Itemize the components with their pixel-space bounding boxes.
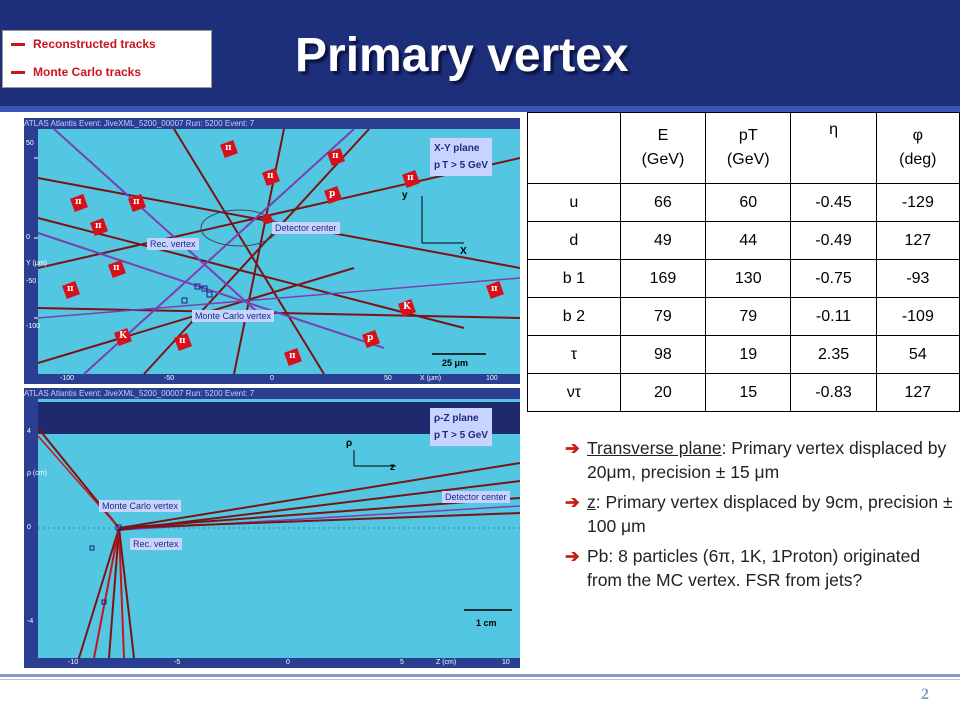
particle-tag-label: π — [407, 173, 414, 183]
bullet-item — [565, 436, 955, 484]
particle-tag-label: π — [289, 351, 296, 361]
bullet-item — [565, 544, 955, 592]
table-row-label: b 2 — [528, 298, 621, 336]
table-row — [528, 336, 960, 374]
table-row-label: d — [528, 222, 621, 260]
rz-axis-rho-name: ρ — [346, 438, 353, 449]
rz-plane-label: ρ-Z plane — [434, 413, 479, 424]
particle-tag-label: π — [179, 336, 186, 346]
rz-xtick: -5 — [174, 659, 181, 666]
legend-monte-carlo-label: Monte Carlo tracks — [33, 65, 142, 79]
table-cell: -109 — [876, 298, 959, 336]
header-pt-unit: (GeV) — [726, 151, 770, 168]
table-body — [528, 184, 960, 412]
xy-xtick: 0 — [270, 375, 274, 382]
particle-tag-label: p — [329, 189, 336, 199]
mc-track — [38, 428, 119, 528]
table-cell: 79 — [706, 298, 791, 336]
rz-mc-vertex-label: Monte Carlo vertex — [99, 500, 181, 512]
particle-tag-label: K — [119, 331, 127, 341]
particle-tag-label: π — [267, 171, 274, 181]
xy-xtick: -50 — [164, 375, 175, 382]
table-header-cell — [876, 113, 959, 184]
particle-tag-label: π — [67, 284, 74, 294]
xy-xtick: 50 — [384, 375, 392, 382]
particle-tag-label: π — [113, 263, 120, 273]
rz-plane-info — [430, 408, 492, 446]
table-cell: 19 — [706, 336, 791, 374]
rz-y-axis-strip — [24, 399, 38, 668]
table-cell: 49 — [620, 222, 705, 260]
xy-ytick: 50 — [26, 140, 34, 147]
table-cell: 44 — [706, 222, 791, 260]
rz-ytick: -4 — [27, 618, 34, 625]
legend-monte-carlo — [11, 65, 141, 79]
bullet-text: : Primary vertex displaced by 9cm, precision ± 100 μm — [587, 492, 953, 536]
mc-track — [119, 513, 520, 528]
table-cell: 66 — [620, 184, 705, 222]
table-cell: 79 — [620, 298, 705, 336]
rz-rec-vertex-label: Rec. vertex — [130, 538, 182, 550]
kinematics-table — [527, 112, 960, 412]
table-cell: 98 — [620, 336, 705, 374]
mc-track — [174, 129, 324, 374]
header-energy-unit: (GeV) — [641, 151, 685, 168]
table-row-label: b 1 — [528, 260, 621, 298]
rz-ytick: 0 — [27, 524, 31, 531]
xy-ytick: -50 — [26, 278, 37, 285]
footer-rule — [0, 674, 960, 677]
rz-xtick: 10 — [502, 659, 510, 666]
table-cell: 60 — [706, 184, 791, 222]
table-cell: -0.83 — [791, 374, 876, 412]
arrow-right-icon: ➔ — [565, 438, 580, 458]
rz-xtick: 5 — [400, 659, 404, 666]
table-cell: 130 — [706, 260, 791, 298]
particle-tag-label: π — [225, 143, 232, 153]
rec-track — [38, 233, 384, 348]
table-cell: 169 — [620, 260, 705, 298]
legend-reconstructed-label: Reconstructed tracks — [33, 37, 156, 51]
particle-tag-label: K — [403, 302, 411, 312]
rz-scale-label: 1 cm — [476, 618, 497, 628]
table-cell: 127 — [876, 222, 959, 260]
bullet-text: : Primary vertex displaced by 20μm, precision ± 15 μm — [587, 438, 947, 482]
xy-axis-x-name: X — [460, 246, 467, 257]
particle-tag-label: π — [133, 197, 140, 207]
rz-plane-plot — [24, 388, 520, 668]
bullet-list — [565, 436, 955, 598]
monte-carlo-swatch — [11, 71, 25, 74]
xy-scale-label: 25 μm — [442, 358, 469, 368]
mc-track — [234, 129, 284, 374]
rz-yaxis-title: ρ (cm) — [27, 470, 47, 477]
xy-plane-plot — [24, 118, 520, 384]
rz-axis-z-name: z — [390, 462, 395, 473]
rz-ytick: 4 — [27, 428, 31, 435]
xy-axis-y-name: y — [402, 190, 408, 201]
xy-plot-header: ATLAS Atlantis Event: JiveXML_5200_00007 Run: 5200 Event: 7 — [24, 118, 520, 129]
table-cell: 15 — [706, 374, 791, 412]
rz-detector-center-label: Detector center — [442, 491, 510, 503]
table-header-cell — [620, 113, 705, 184]
xy-plane-label: X-Y plane — [434, 143, 480, 154]
slide-title: Primary vertex — [295, 29, 629, 82]
table-cell: 127 — [876, 374, 959, 412]
header-phi: φ — [912, 127, 924, 144]
table-cell: -0.45 — [791, 184, 876, 222]
rz-xtick: 0 — [286, 659, 290, 666]
particle-tag-label: π — [95, 221, 102, 231]
table-cell: 2.35 — [791, 336, 876, 374]
page-number: 2 — [921, 686, 929, 703]
table-row — [528, 374, 960, 412]
table-cell: -0.75 — [791, 260, 876, 298]
header-phi-unit: (deg) — [899, 151, 937, 168]
xy-y-axis-strip — [24, 129, 41, 384]
vertex-marker — [207, 292, 212, 297]
xy-xtick: 100 — [486, 375, 498, 382]
xy-ytick: -100 — [26, 323, 41, 330]
track-legend — [2, 30, 212, 88]
table-row — [528, 260, 960, 298]
arrow-right-icon: ➔ — [565, 546, 580, 566]
header-eta: η — [829, 121, 838, 138]
table-row — [528, 298, 960, 336]
table-cell: -0.49 — [791, 222, 876, 260]
table-row — [528, 222, 960, 260]
bullet-item — [565, 490, 955, 538]
table-row-label: ντ — [528, 374, 621, 412]
xy-yaxis-title: Y (μm) — [26, 260, 48, 267]
table-cell: -129 — [876, 184, 959, 222]
arrow-right-icon: ➔ — [565, 492, 580, 512]
xy-ytick: 0 — [26, 234, 30, 241]
bullet-text: Pb: 8 particles (6π, 1K, 1Proton) originated from the MC vertex. FSR from jets? — [587, 546, 921, 590]
xy-detector-center-label: Detector center — [272, 222, 340, 234]
xy-xtick: -100 — [60, 375, 75, 382]
particle-tag-label: π — [332, 151, 339, 161]
rec-track — [38, 436, 119, 528]
table-header-cell — [706, 113, 791, 184]
rz-pt-cut: p T > 5 GeV — [434, 430, 488, 441]
table-row-label: u — [528, 184, 621, 222]
reconstructed-swatch — [11, 43, 25, 46]
table-header-row — [528, 113, 960, 184]
rz-xtick: -10 — [68, 659, 79, 666]
table-cell: 54 — [876, 336, 959, 374]
table-cell: -0.11 — [791, 298, 876, 336]
bullet-keyword: z — [587, 492, 596, 512]
footer-rule-thin — [0, 679, 960, 680]
xy-mc-vertex-label: Monte Carlo vertex — [192, 310, 274, 322]
rz-plot-header: ATLAS Atlantis Event: JiveXML_5200_00007 Run: 5200 Event: 7 — [24, 388, 520, 399]
vertex-marker — [90, 546, 94, 550]
table-header-cell — [791, 113, 876, 184]
table-header-cell — [528, 113, 621, 184]
mc-track — [94, 528, 119, 658]
particle-tag-label: π — [75, 197, 82, 207]
table-row-label: τ — [528, 336, 621, 374]
table-cell: -93 — [876, 260, 959, 298]
xy-xaxis-title: X (μm) — [420, 375, 442, 382]
legend-reconstructed — [11, 37, 156, 51]
particle-tag-label: π — [491, 284, 498, 294]
vertex-marker — [182, 298, 187, 303]
table-row — [528, 184, 960, 222]
xy-plane-info — [430, 138, 492, 176]
xy-pt-cut: p T > 5 GeV — [434, 160, 488, 171]
detector-center-marker — [262, 214, 272, 224]
rz-xaxis-title: Z (cm) — [436, 659, 457, 666]
bullet-keyword: Transverse plane — [587, 438, 722, 458]
xy-rec-vertex-label: Rec. vertex — [147, 238, 199, 250]
particle-tag-label: p — [367, 333, 374, 343]
table-cell: 20 — [620, 374, 705, 412]
header-energy: E — [657, 127, 669, 144]
header-pt: pT — [738, 127, 758, 144]
